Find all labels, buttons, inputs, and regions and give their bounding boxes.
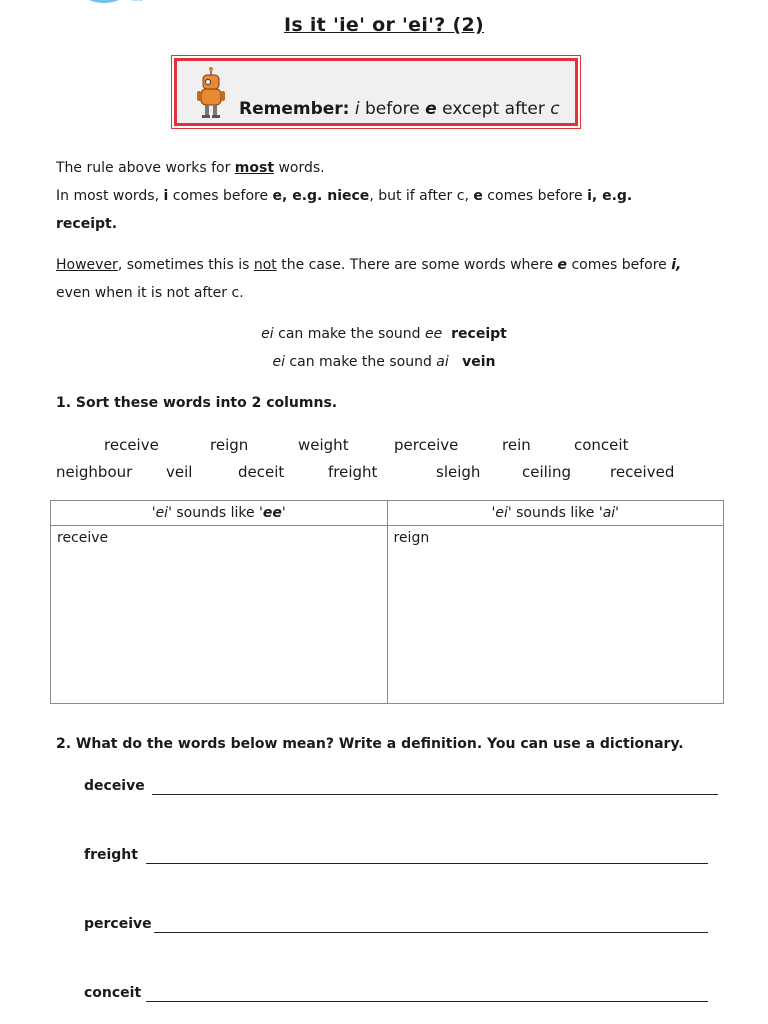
word-bank-item: neighbour <box>56 463 133 481</box>
sound-ee-line: ei can make the sound ee receipt <box>261 326 507 342</box>
definition-label-freight: freight <box>84 847 138 863</box>
word-bank-item: freight <box>328 463 378 481</box>
question-2: 2. What do the words below mean? Write a definition. You can use a dictionary. <box>56 736 684 752</box>
remember-rule: Remember: i before e except after c <box>239 99 560 119</box>
column-ee-entry: receive <box>57 530 109 546</box>
column-ee-cell[interactable] <box>51 526 388 704</box>
word-bank-item: conceit <box>574 436 629 454</box>
remember-box <box>174 58 578 126</box>
word-bank-item: veil <box>166 463 193 481</box>
word-bank-item: rein <box>502 436 531 454</box>
logo-fragment <box>62 0 172 6</box>
sort-table <box>50 500 724 704</box>
column-header-ee: 'ei' sounds like 'ee' <box>51 501 388 526</box>
sound-ai-line: ei can make the sound ai vein <box>272 354 496 370</box>
definition-line-perceive[interactable] <box>154 932 708 933</box>
definition-line-freight[interactable] <box>146 863 708 864</box>
definition-line-deceive[interactable] <box>152 794 718 795</box>
column-header-ai: 'ei' sounds like 'ai' <box>387 501 724 526</box>
word-bank-item: weight <box>298 436 349 454</box>
definition-line-conceit[interactable] <box>146 1001 708 1002</box>
question-1: 1. Sort these words into 2 columns. <box>56 395 338 411</box>
word-bank-item: ceiling <box>522 463 572 481</box>
column-ai-cell[interactable] <box>387 526 724 704</box>
word-bank-item: reign <box>210 436 249 454</box>
word-bank-item: perceive <box>394 436 459 454</box>
intro-line-4: However, sometimes this is not the case. There are some words where e comes before i, <box>56 257 682 273</box>
robot-mascot-icon <box>195 67 229 121</box>
column-ai-entry: reign <box>393 530 430 546</box>
word-bank-item: deceit <box>238 463 285 481</box>
word-bank-item: received <box>610 463 675 481</box>
page-title: Is it 'ie' or 'ei'? (2) <box>283 14 485 36</box>
word-bank-item: receive <box>104 436 159 454</box>
intro-line-3: receipt. <box>56 216 118 232</box>
intro-line-5: even when it is not after c. <box>56 285 244 301</box>
definition-label-perceive: perceive <box>84 916 152 932</box>
word-bank-item: sleigh <box>436 463 481 481</box>
definition-label-conceit: conceit <box>84 985 142 1001</box>
intro-line-2: In most words, i comes before e, e.g. niece, but if after c, e comes before i, e.g. <box>56 188 633 204</box>
intro-line-1: The rule above works for most words. <box>56 160 325 176</box>
definition-label-deceive: deceive <box>84 778 145 794</box>
